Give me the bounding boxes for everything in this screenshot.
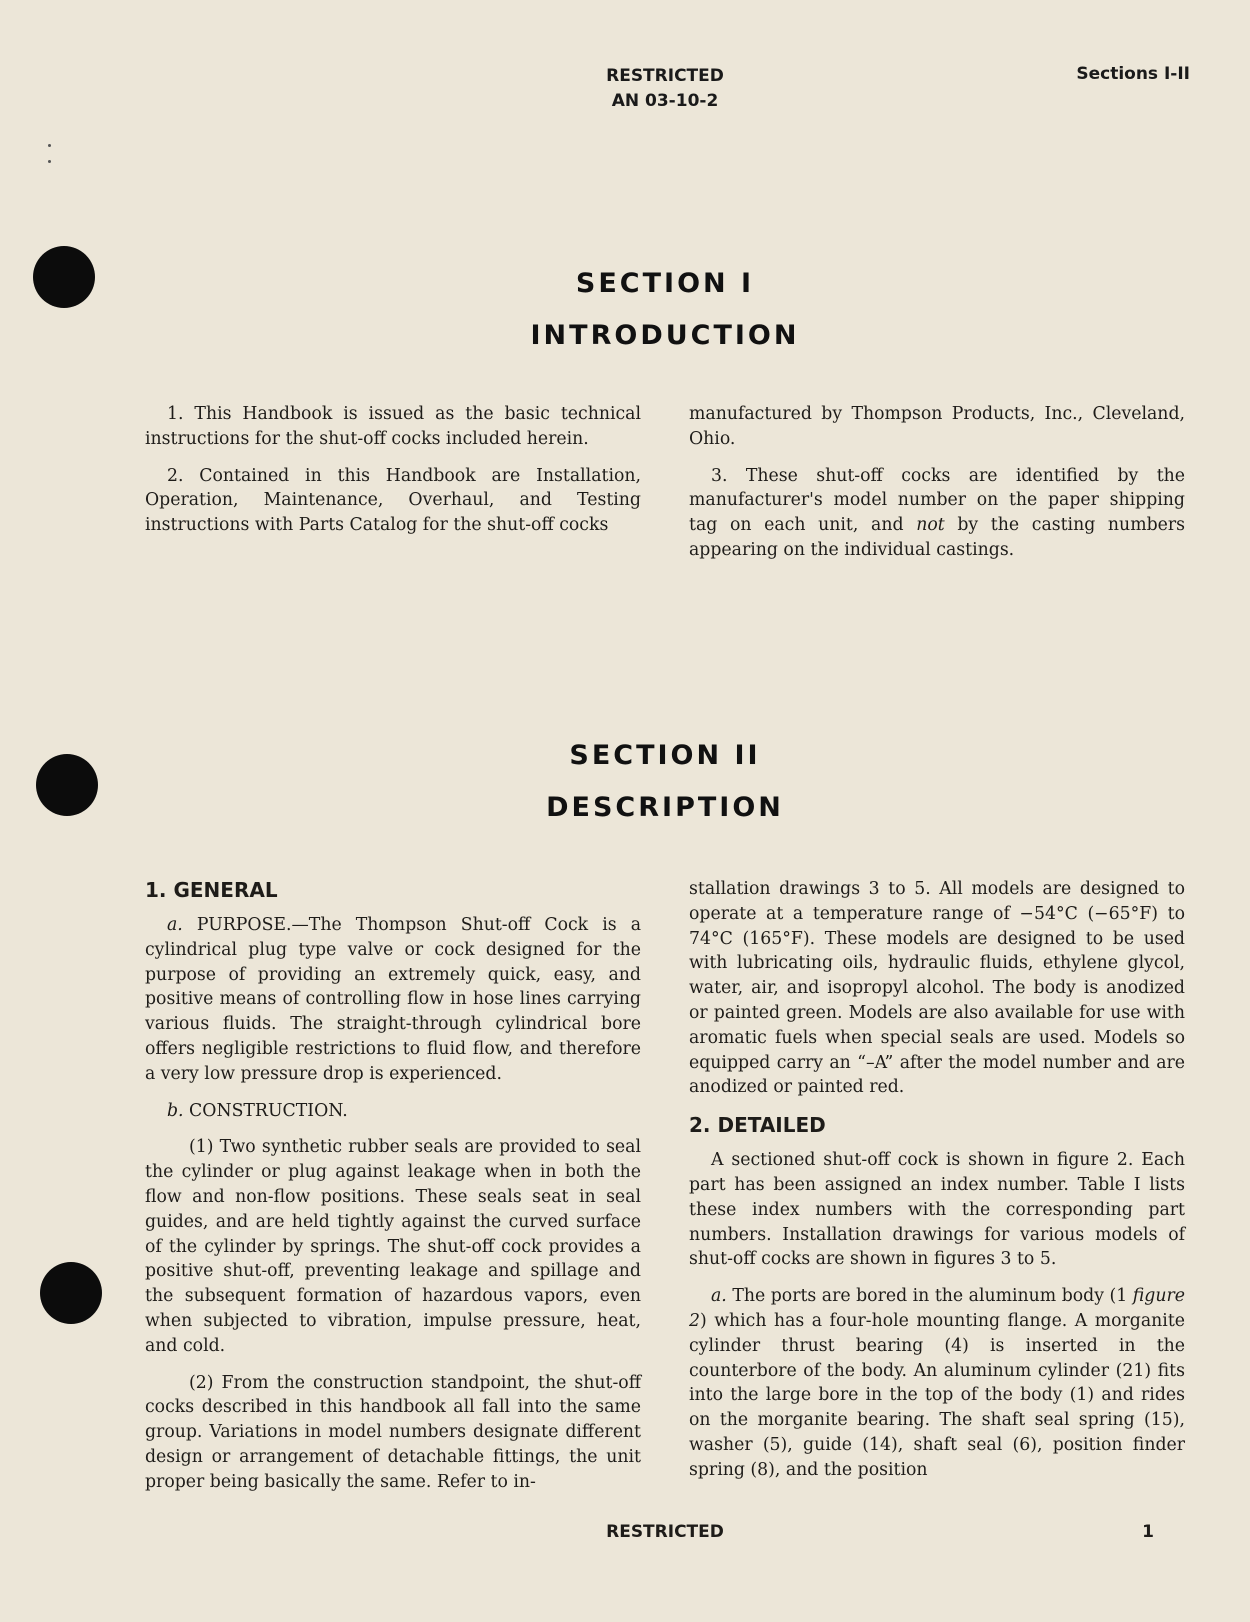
header-sections: Sections I-II — [1076, 64, 1190, 84]
margin-mark — [48, 160, 51, 163]
page-number: 1 — [1142, 1522, 1154, 1542]
heading-general: 1. GENERAL — [145, 878, 278, 902]
section2-title: DESCRIPTION — [546, 792, 784, 823]
margin-mark — [48, 144, 51, 147]
section1-paragraph-2: 2. Contained in this Handbook are Installation, Operation, Maintenance, Overhaul, and Testing instructions with Parts Catalog for the shut-off cocks — [145, 465, 641, 536]
section1-left-column — [145, 402, 641, 550]
header-doc-number: AN 03-10-2 — [611, 91, 719, 111]
section1-number: SECTION I — [575, 268, 755, 299]
paragraph-detailed-a: a. The ports are bored in the aluminum body (1 figure 2) which has a four-hole mounting flange. A morganite cylinder thrust bearing (4) is inserted in the counterbore of the body. An aluminum cylinder (21) fits into the large bore in the top of the body (1) and rides on the morganite bearing. The shaft seal spring (15), washer (5), guide (14), shaft seal (6), position finder spring (8), and the position — [689, 1286, 1185, 1480]
paragraph-construction-2: (2) From the construction standpoint, the shut-off cocks described in this handbook all fall into the same group. Variations in model numbers designate different design or arrangement of detachable fittings, the unit proper being basically the same. Refer to in- — [145, 1372, 641, 1492]
section1-title: INTRODUCTION — [530, 320, 800, 351]
section1-right-column — [689, 402, 1185, 575]
paragraph-construction-1: (1) Two synthetic rubber seals are provided to seal the cylinder or plug against leakage when in both the flow and non-flow positions. These seals seat in seal guides, and are held tightly against the curved surface of the cylinder by springs. The shut-off cock provides a positive shut-off, preventing leakage and spillage and the subsequent formation of hazardous vapors, even when subjected to vibration, impulse pressure, heat, and cold. — [145, 1137, 641, 1356]
section2-left-column — [145, 877, 641, 1507]
heading-detailed: 2. DETAILED — [689, 1113, 826, 1138]
section2-right-column — [689, 877, 1185, 1495]
punch-hole-bottom — [40, 1262, 102, 1324]
paragraph-construction-2-continued: stallation drawings 3 to 5. All models are designed to operate at a temperature range of −54°C (−65°F) to 74°C (165°F). These models are designed to be used with lubricating oils, hydraulic fluids, ethylene glycol, water, air, and isopropyl alcohol. The body is anodized or painted green. Models are also available for use with aromatic fuels when special seals are used. Models so equipped carry an “–A” after the model number and are anodized or painted red. — [689, 879, 1185, 1098]
footer-classification: RESTRICTED — [606, 1522, 724, 1542]
paragraph-detailed: A sectioned shut-off cock is shown in figure 2. Each part has been assigned an index number. Table I lists these index numbers with the corresponding part numbers. Installation drawings for various models of shut-off cocks are shown in figures 3 to 5. — [689, 1150, 1185, 1270]
section2-number: SECTION II — [569, 740, 761, 771]
section1-paragraph-1: 1. This Handbook is issued as the basic technical instructions for the shut-off cocks included herein. — [145, 404, 641, 449]
section1-paragraph-3: 3. These shut-off cocks are identified by the manufacturer's model number on the paper shipping tag on each unit, and not by the casting numbers appearing on the individual castings. — [689, 465, 1185, 560]
header-classification: RESTRICTED — [606, 66, 724, 86]
section1-paragraph-2-continued: manufactured by Thompson Products, Inc., Cleveland, Ohio. — [689, 404, 1185, 449]
paragraph-construction: b. CONSTRUCTION. — [167, 1100, 348, 1121]
page-header — [0, 64, 1250, 114]
paragraph-purpose: a. PURPOSE.—The Thompson Shut-off Cock is a cylindrical plug type valve or cock designed for the purpose of providing an extremely quick, easy, and positive means of controlling flow in hose lines carrying various fluids. The straight-through cylindrical bore offers negligible restrictions to fluid flow, and therefore a very low pressure drop is experienced. — [145, 915, 641, 1084]
